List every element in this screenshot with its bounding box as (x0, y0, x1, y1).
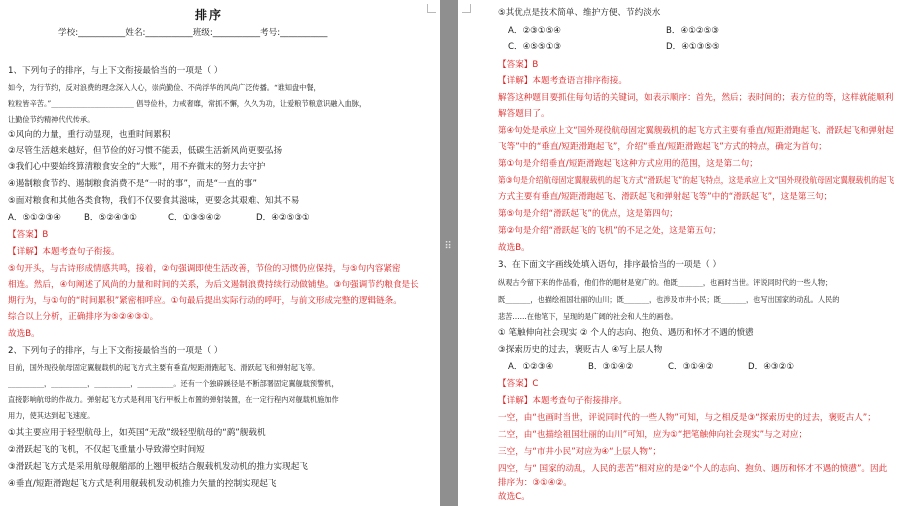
page-title: 排序 (195, 8, 224, 22)
q2-option: ①其主要应用于轻型航母上，如英国“无敌”级轻型航母的“鹞”舰载机 (8, 428, 266, 438)
q1-explanation: 相连。然后，④句阐述了风尚的力量和时间的关系，为后文遏制浪费持续行动做铺垫。③句强调节约粮食是长 (8, 280, 419, 290)
q3-passage: 悲苦……在他笔下，呈现的是广阔的社会和人生的画卷。 (498, 312, 678, 321)
q1-explanation: ⑤句开头，与古诗形成情感共鸣，接着，②句强调即使生活改善，节俭的习惯仍应保持，与⑤句内容紧密 (8, 264, 401, 274)
q1-choice-b: B．⑤②④③① (84, 213, 138, 223)
q1-choice-a: A．⑤①②③④ (8, 213, 61, 223)
q2-explanation: 第④句处是承应上文“国外现役航母固定翼舰载机的起飞方式主要有垂直/短距滑跑起飞、滑跃起飞和弹射起 (498, 126, 894, 136)
q2-option: ③滑跃起飞方式是采用航母舰艏部的上翘甲板结合舰载机发动机的推力实现起飞 (8, 462, 308, 472)
q2-explanation: 第②句是介绍“滑跃起飞的飞机”的不足之处，这是第五句； (498, 226, 721, 236)
q2-option: ⑤其优点是技术简单、维护方便、节约淡水 (498, 8, 661, 18)
q2-option: ②滑跃起飞的飞机，不仅起飞重量小导致滞空时间短 (8, 445, 205, 455)
q1-passage: 粒粒皆辛苦。”_______________________ 倡导俭朴，力戒奢靡，常抓不懈，久久为功，让爱粮节粮意识融入血脉， (8, 99, 367, 108)
page-corner-mark (427, 4, 436, 13)
q2-passage: 直接影响航母的作战力。弹射起飞方式是利用飞行甲板上布置的弹射装置，在一定行程内对舰载机施加作 (8, 395, 339, 404)
q2-choice-c: C．④⑤⑤①③ (508, 42, 562, 52)
q2-explanation: 第③句是介绍航母固定翼舰载机的起飞方式“滑跃起飞”的起飞特点，这是承应上文“国外现役航母固定翼舰载机的起飞 (498, 176, 895, 186)
q1-passage: 如今，为行节约，反对浪费的理念深入人心，崇尚勤俭、不尚浮华的风尚广泛传播。“谁知盘中餐， (8, 83, 321, 92)
q2-option: ④垂直/短距滑跑起飞方式是利用舰载机发动机推力矢量的控制实现起飞 (8, 479, 277, 489)
q2-passage: 目前，国外现役航母固定翼舰载机的起飞方式主要有垂直/短距滑跑起飞、滑跃起飞和弹射起飞等。 (8, 363, 320, 372)
q2-passage: __________，__________，__________，__________。还有一个独辟蹊径是不断部署固定翼舰载预警机， (8, 379, 339, 388)
q1-conclusion: 故选B。 (8, 329, 40, 339)
q1-explanation: 期行为，与①句的“时间累积”紧密相呼应。①句最后提出实际行动的呼吁，与前文形成完整的逻辑链条。 (8, 296, 402, 306)
q1-explanation: 综合以上分析，正确排序为⑤②④③①。 (8, 312, 159, 322)
q3-explanation: 二空，由“也描绘祖国壮丽的山川”可知，应为①“把笔触伸向社会现实”与之对应； (498, 430, 808, 440)
q1-option: ②尽管生活越来越好，但节俭的好习惯不能丢，低碳生活新风尚更要弘扬 (8, 146, 283, 156)
student-info-line: 学校:___________姓名:___________班级:___________考号:___________ (58, 28, 328, 38)
q2-choice-d: D．④①③⑤⑤ (666, 42, 720, 52)
q3-explanation: 四空，与“ 国家的动乱，人民的悲苦”相对应的是②“个人的志向、抱负、遇历和怀才不遇的愤懑”。因此 (498, 464, 888, 474)
q3-stem: 3、在下面文字画线处填入语句，排序最恰当的一项是（ ） (498, 260, 722, 270)
q3-choice-c: C．③①④② (668, 362, 714, 372)
q2-explanation: 方式主要有垂直/短距滑跑起飞、滑跃起飞和弹射起飞等”中的“滑跃起飞”，这是第三句； (498, 192, 833, 202)
q2-choice-b: B．④①②⑤③ (666, 26, 720, 36)
q3-passage: 既_______，也描绘祖国壮丽的山川；既_______，也涉及市井小民；既_______，也写出国家的动乱。人民的 (498, 295, 840, 304)
q2-answer: 【答案】B (498, 60, 539, 70)
q2-stem: 2、下列句子的排序，与上下文衔接最恰当的一项是（ ） (8, 346, 223, 356)
q1-stem: 1、下列句子的排序，与上下文衔接最恰当的一项是（ ） (8, 66, 223, 76)
q3-answer: 【答案】C (498, 379, 539, 389)
q3-option: ③探索历史的过去，褒贬古人 ④写上层人物 (498, 345, 663, 355)
document-page-left (0, 0, 440, 506)
page-drag-handle-icon[interactable]: ⠿ (444, 241, 452, 252)
q1-option: ③我们心中要始终算清粮食安全的“大账”，用不弃微末的努力去守护 (8, 162, 266, 172)
q3-choice-d: D．④③②① (748, 362, 795, 372)
q3-passage: 纵观古今留下来的作品看，他们作的题材是宽广的。他既_______，也画时当世。评说同时代的一些人物； (498, 278, 833, 287)
q2-explanation: 第⑤句是介绍“滑跃起飞”的优点，这是第四句； (498, 209, 678, 219)
q3-conclusion: 故选C。 (498, 492, 530, 502)
q2-explanation: 飞等”中的“垂直/短距滑跑起飞”，介绍“垂直/短距滑跑起飞”方式的特点，确定为首句； (498, 142, 827, 152)
q2-explanation: 第①句是介绍垂直/短距滑跑起飞这种方式应用的范围，这是第二句； (498, 159, 758, 169)
q3-detail: 【详解】本题考查句子衔接排序。 (498, 396, 627, 406)
q2-passage: 用力，使其达到起飞速度。 (8, 411, 95, 420)
q2-explanation: 解答题目了。 (498, 109, 550, 119)
q3-choice-a: A．①②③④ (508, 362, 554, 372)
q1-option: ①风向的力量，重行动显现，也重时间累积 (8, 130, 171, 140)
q2-choice-a: A．②③①⑤④ (508, 26, 561, 36)
page-corner-mark (462, 4, 471, 13)
q3-explanation: 三空，与“市井小民”对应为④“上层人物”； (498, 447, 662, 457)
q2-explanation: 解答这种题目要抓住每句话的关键词，如表示顺序：首先，然后；表时间的；表方位的等，这样就能顺利 (498, 93, 894, 103)
q1-choice-d: D．④②⑤③① (256, 213, 310, 223)
q2-detail: 【详解】本题考查语言排序衔接。 (498, 76, 627, 86)
q1-detail: 【详解】本题考查句子衔接。 (8, 247, 120, 257)
q3-option: ① 笔触伸向社会现实 ② 个人的志向、抱负、遇历和怀才不遇的愤懑 (498, 328, 754, 338)
q2-conclusion: 故选B。 (498, 243, 530, 253)
q1-option: ④遏制粮食节约、遏制粮食消费不是“一时的事”，而是“一直的事” (8, 179, 257, 189)
q1-passage: 让勤俭节约精神代代传承。 (8, 115, 95, 124)
q1-option: ⑤面对粮食和其他各类食物，我们不仅要食其滋味，更要念其艰难、知其不易 (8, 196, 300, 206)
q3-explanation: 一空，由“也画时当世，评说同时代的一些人物”可知，与之相反是③“探索历史的过去，褒贬古人”； (498, 413, 876, 423)
q3-choice-b: B．③①④② (588, 362, 634, 372)
q1-answer: 【答案】B (8, 230, 49, 240)
q1-choice-c: C．①③⑤④② (168, 213, 222, 223)
q3-explanation: 排序为：③①④②。 (498, 478, 572, 488)
document-page-right (458, 0, 900, 506)
